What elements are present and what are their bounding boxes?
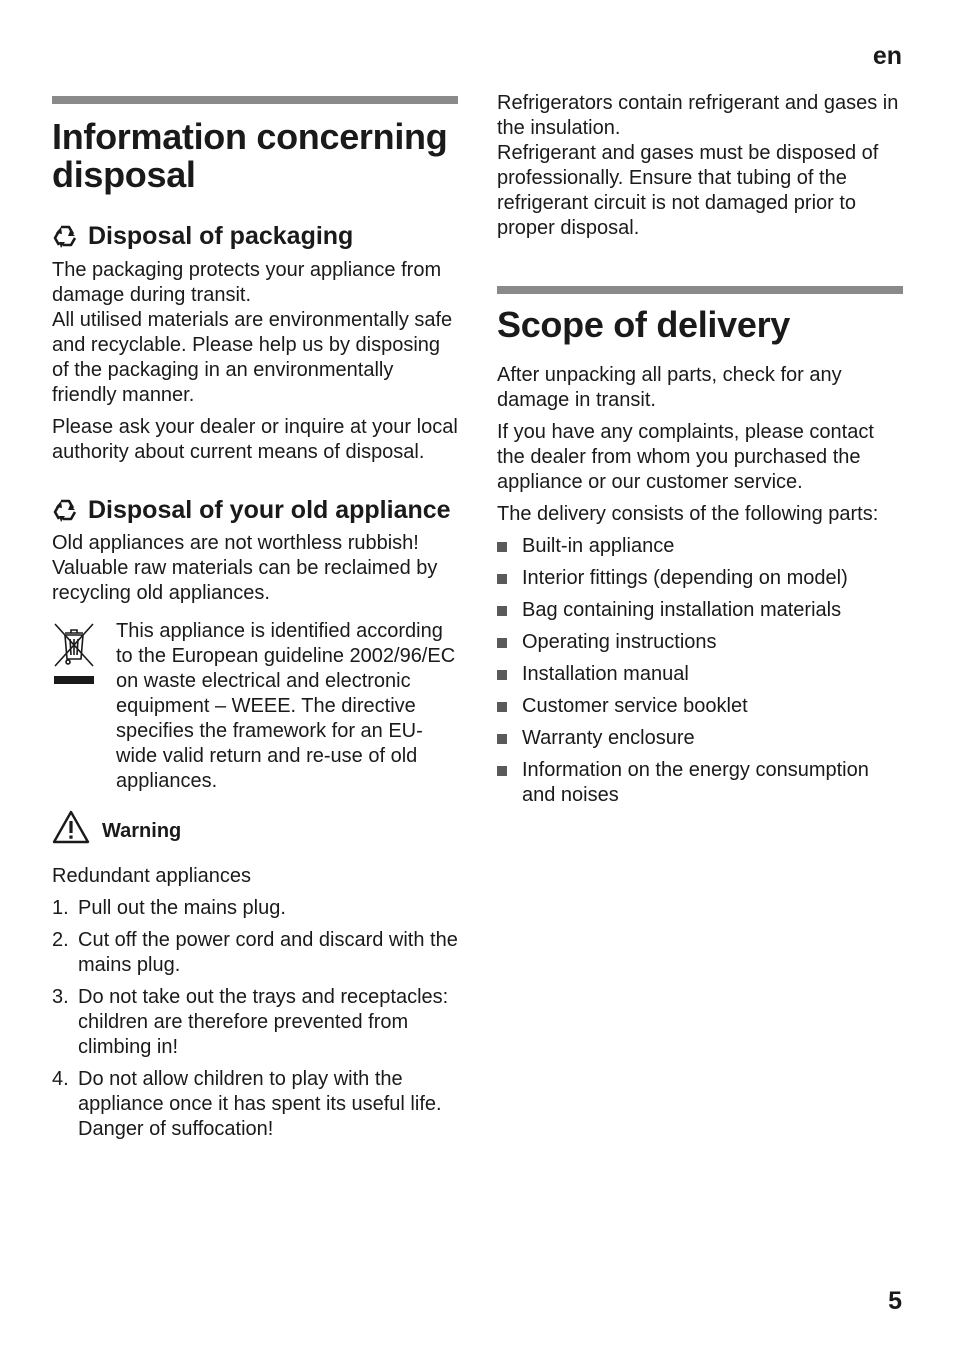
- weee-crossed-bin-icon: [52, 619, 98, 794]
- packaging-paragraph-1: The packaging protects your appliance from damage during transit.: [52, 259, 442, 306]
- warning-label: Warning: [102, 820, 182, 842]
- list-item: 2. Cut off the power cord and discard with the mains plug.: [52, 929, 458, 976]
- page-number: 5: [888, 1287, 902, 1315]
- warning-intro: Redundant appliances: [52, 865, 252, 887]
- list-item: Installation manual: [497, 662, 903, 687]
- packaging-paragraph-2: All utilised materials are environmentally safe and recyclable. Please help us by disposing of the packaging in an environmentally friendly manner.: [52, 309, 453, 406]
- warning-triangle-icon: [52, 810, 90, 844]
- scope-paragraph-2: If you have any complaints, please contact the dealer from whom you purchased the appliance or our customer service.: [497, 421, 874, 493]
- bullet-icon: [497, 574, 507, 584]
- left-column: [52, 96, 458, 1142]
- disposal-section-title: Information concerning disposal: [52, 116, 448, 195]
- list-item: 4. Do not allow children to play with the appliance once it has spent its useful life. Danger of suffocation!: [52, 1068, 442, 1140]
- list-item: Operating instructions: [497, 630, 903, 655]
- delivery-items: [497, 534, 903, 808]
- bullet-icon: [497, 734, 507, 744]
- list-item: Bag containing installation materials: [497, 598, 903, 623]
- list-item: Customer service booklet: [497, 694, 903, 719]
- weee-paragraph: This appliance is identified according to the European guideline 2002/96/EC on waste electrical and electronic equipment – WEEE. The directive specifies the framework for an EU-wide valid return and re-use of old appliances.: [116, 620, 456, 792]
- refrigerant-paragraph-1: Refrigerators contain refrigerant and gases in the insulation.: [497, 92, 899, 139]
- right-column: [497, 91, 903, 808]
- recycle-icon: [52, 497, 78, 523]
- refrigerant-paragraph-2: Refrigerant and gases must be disposed of professionally. Ensure that tubing of the refrigerant circuit is not damaged prior to proper disposal.: [497, 142, 879, 239]
- scope-paragraph-1: After unpacking all parts, check for any damage in transit.: [497, 364, 842, 411]
- section-rule: [497, 286, 903, 294]
- bullet-icon: [497, 702, 507, 712]
- bullet-icon: [497, 638, 507, 648]
- list-item: Built-in appliance: [497, 534, 903, 559]
- old-appliance-paragraph: Old appliances are not worthless rubbish! Valuable raw materials can be reclaimed by recycling old appliances.: [52, 532, 438, 604]
- bullet-icon: [497, 606, 507, 616]
- old-appliance-heading-text: Disposal of your old appliance: [88, 496, 451, 524]
- warning-steps: [52, 896, 458, 1142]
- packaging-heading-text: Disposal of packaging: [88, 222, 354, 250]
- language-label: en: [872, 42, 902, 70]
- bullet-icon: [497, 766, 507, 776]
- list-item: Warranty enclosure: [497, 726, 903, 751]
- scope-paragraph-3: The delivery consists of the following parts:: [497, 503, 879, 525]
- packaging-paragraph-3: Please ask your dealer or inquire at your local authority about current means of disposal.: [52, 416, 458, 463]
- scope-section-title: Scope of delivery: [497, 304, 791, 345]
- list-item: 1. Pull out the mains plug.: [52, 897, 286, 919]
- warning-header: [52, 810, 458, 844]
- section-rule: [52, 96, 458, 104]
- old-appliance-heading: [52, 495, 458, 525]
- weee-block: [52, 619, 458, 794]
- list-item: 3. Do not take out the trays and receptacles: children are therefore prevented from climbing in!: [52, 986, 449, 1058]
- bullet-icon: [497, 542, 507, 552]
- bullet-icon: [497, 670, 507, 680]
- list-item: Information on the energy consumption and noises: [497, 758, 903, 808]
- packaging-heading: [52, 221, 458, 251]
- recycle-icon: [52, 223, 78, 249]
- list-item: Interior fittings (depending on model): [497, 566, 903, 591]
